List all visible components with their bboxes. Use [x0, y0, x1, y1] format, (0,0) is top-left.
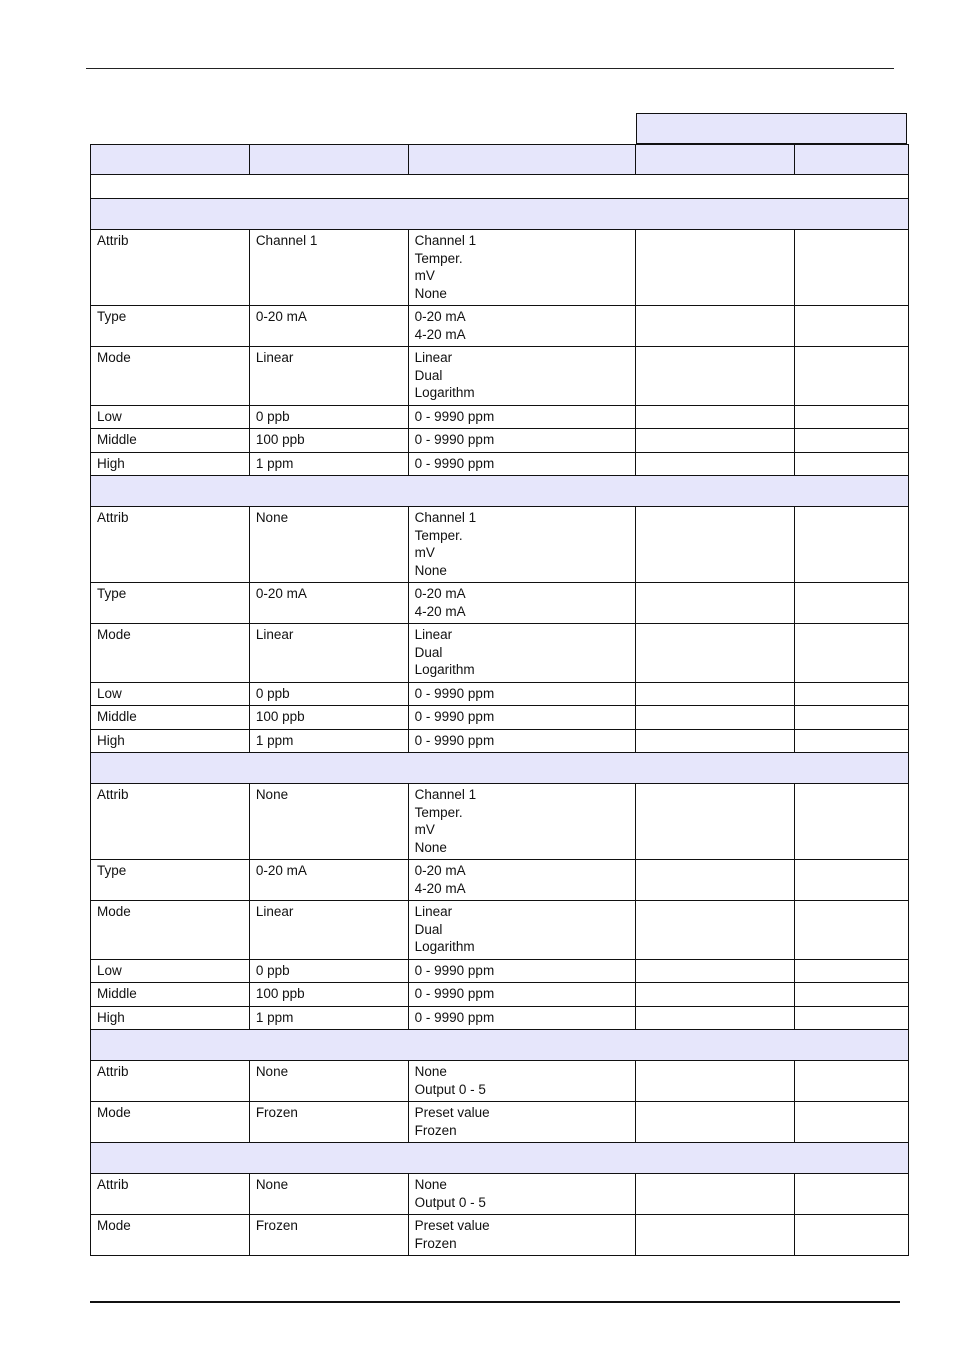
options-cell: Preset value Frozen [408, 1215, 636, 1256]
empty-cell [795, 452, 909, 476]
param-cell: Type [91, 583, 250, 624]
table-row [91, 1215, 909, 1256]
empty-cell [795, 405, 909, 429]
empty-cell [636, 1174, 795, 1215]
blank-cell [91, 175, 909, 199]
options-cell: 0-20 mA 4-20 mA [408, 860, 636, 901]
param-cell: Attrib [91, 230, 250, 306]
empty-cell [795, 959, 909, 983]
table-row [91, 347, 909, 406]
empty-cell [636, 583, 795, 624]
param-cell: Attrib [91, 784, 250, 860]
column-header-cell [636, 145, 795, 175]
empty-cell [795, 624, 909, 683]
options-cell: 0 - 9990 ppm [408, 452, 636, 476]
param-cell: Low [91, 959, 250, 983]
empty-cell [795, 1102, 909, 1143]
header-group-cell [636, 113, 907, 144]
table-row [91, 452, 909, 476]
options-cell: 0 - 9990 ppm [408, 429, 636, 453]
empty-cell [636, 729, 795, 753]
options-cell: Channel 1 Temper. mV None [408, 784, 636, 860]
param-cell: High [91, 729, 250, 753]
options-cell: 0-20 mA 4-20 mA [408, 583, 636, 624]
options-cell: 0 - 9990 ppm [408, 1006, 636, 1030]
default-cell: 1 ppm [249, 452, 408, 476]
table-row [91, 1174, 909, 1215]
default-cell: 1 ppm [249, 1006, 408, 1030]
empty-cell [795, 682, 909, 706]
default-cell: 0-20 mA [249, 583, 408, 624]
table-row [91, 1061, 909, 1102]
column-header-cell [91, 145, 250, 175]
empty-cell [795, 784, 909, 860]
table-row [91, 230, 909, 306]
options-cell: 0-20 mA 4-20 mA [408, 306, 636, 347]
param-cell: Attrib [91, 1061, 250, 1102]
empty-cell [795, 860, 909, 901]
empty-cell [636, 1006, 795, 1030]
table-row [91, 706, 909, 730]
param-cell: Low [91, 682, 250, 706]
table-row [91, 729, 909, 753]
empty-cell [636, 347, 795, 406]
default-cell: 0 ppb [249, 405, 408, 429]
table-row [91, 405, 909, 429]
bottom-rule [90, 1301, 900, 1303]
section-header-cell [91, 753, 909, 784]
section-header-cell [91, 476, 909, 507]
options-cell: 0 - 9990 ppm [408, 729, 636, 753]
empty-cell [636, 682, 795, 706]
empty-cell [795, 983, 909, 1007]
section-header-row [91, 1143, 909, 1174]
table-row [91, 583, 909, 624]
table-row [91, 901, 909, 960]
param-cell: Mode [91, 624, 250, 683]
empty-cell [636, 706, 795, 730]
column-header-row [91, 145, 909, 175]
table-row [91, 784, 909, 860]
options-cell: 0 - 9990 ppm [408, 682, 636, 706]
default-cell: None [249, 1174, 408, 1215]
options-cell: Preset value Frozen [408, 1102, 636, 1143]
options-cell: Linear Dual Logarithm [408, 624, 636, 683]
default-cell: Channel 1 [249, 230, 408, 306]
empty-cell [636, 1061, 795, 1102]
default-cell: Frozen [249, 1215, 408, 1256]
empty-cell [636, 452, 795, 476]
options-cell: Linear Dual Logarithm [408, 347, 636, 406]
empty-cell [795, 429, 909, 453]
top-rule [86, 68, 894, 69]
empty-cell [636, 1215, 795, 1256]
empty-cell [636, 429, 795, 453]
empty-cell [636, 507, 795, 583]
table-row [91, 959, 909, 983]
empty-cell [636, 1102, 795, 1143]
empty-cell [795, 1006, 909, 1030]
empty-cell [795, 706, 909, 730]
param-cell: Mode [91, 901, 250, 960]
column-header-cell [408, 145, 636, 175]
table-row [91, 306, 909, 347]
blank-row [91, 175, 909, 199]
default-cell: 1 ppm [249, 729, 408, 753]
options-cell: 0 - 9990 ppm [408, 983, 636, 1007]
options-cell: None Output 0 - 5 [408, 1174, 636, 1215]
empty-cell [795, 230, 909, 306]
table-row [91, 1102, 909, 1143]
empty-cell [795, 347, 909, 406]
empty-cell [795, 1061, 909, 1102]
options-cell: Channel 1 Temper. mV None [408, 230, 636, 306]
param-cell: High [91, 1006, 250, 1030]
table-row [91, 624, 909, 683]
default-cell: None [249, 784, 408, 860]
default-cell: 100 ppb [249, 429, 408, 453]
empty-cell [636, 983, 795, 1007]
empty-cell [636, 624, 795, 683]
param-cell: Mode [91, 1215, 250, 1256]
empty-cell [795, 306, 909, 347]
default-cell: 0-20 mA [249, 306, 408, 347]
section-header-cell [91, 1030, 909, 1061]
param-cell: Middle [91, 429, 250, 453]
table-row [91, 429, 909, 453]
param-cell: High [91, 452, 250, 476]
param-cell: Middle [91, 983, 250, 1007]
empty-cell [795, 901, 909, 960]
options-cell: 0 - 9990 ppm [408, 706, 636, 730]
section-header-cell [91, 199, 909, 230]
param-cell: Attrib [91, 1174, 250, 1215]
table-row [91, 682, 909, 706]
options-cell: Channel 1 Temper. mV None [408, 507, 636, 583]
param-cell: Attrib [91, 507, 250, 583]
empty-cell [636, 901, 795, 960]
options-cell: 0 - 9990 ppm [408, 959, 636, 983]
param-cell: Type [91, 860, 250, 901]
empty-cell [795, 729, 909, 753]
empty-cell [795, 583, 909, 624]
param-cell: Mode [91, 1102, 250, 1143]
empty-cell [795, 507, 909, 583]
table-row [91, 507, 909, 583]
empty-cell [636, 959, 795, 983]
param-cell: Mode [91, 347, 250, 406]
default-cell: Linear [249, 347, 408, 406]
default-cell: 0 ppb [249, 682, 408, 706]
empty-cell [636, 860, 795, 901]
options-cell: Linear Dual Logarithm [408, 901, 636, 960]
param-cell: Low [91, 405, 250, 429]
table-row [91, 860, 909, 901]
column-header-cell [795, 145, 909, 175]
default-cell: 0-20 mA [249, 860, 408, 901]
empty-cell [795, 1215, 909, 1256]
options-cell: 0 - 9990 ppm [408, 405, 636, 429]
empty-cell [636, 405, 795, 429]
empty-cell [636, 784, 795, 860]
section-header-row [91, 476, 909, 507]
default-cell: Linear [249, 624, 408, 683]
table-row [91, 983, 909, 1007]
param-cell: Type [91, 306, 250, 347]
section-header-row [91, 753, 909, 784]
default-cell: Linear [249, 901, 408, 960]
default-cell: None [249, 1061, 408, 1102]
default-cell: None [249, 507, 408, 583]
default-cell: 100 ppb [249, 983, 408, 1007]
default-cell: 100 ppb [249, 706, 408, 730]
column-header-cell [249, 145, 408, 175]
section-header-cell [91, 1143, 909, 1174]
empty-cell [636, 230, 795, 306]
default-cell: Frozen [249, 1102, 408, 1143]
table-row [91, 1006, 909, 1030]
section-header-row [91, 1030, 909, 1061]
empty-cell [795, 1174, 909, 1215]
section-header-row [91, 199, 909, 230]
default-cell: 0 ppb [249, 959, 408, 983]
param-cell: Middle [91, 706, 250, 730]
empty-cell [636, 306, 795, 347]
options-cell: None Output 0 - 5 [408, 1061, 636, 1102]
settings-table [90, 144, 909, 1256]
